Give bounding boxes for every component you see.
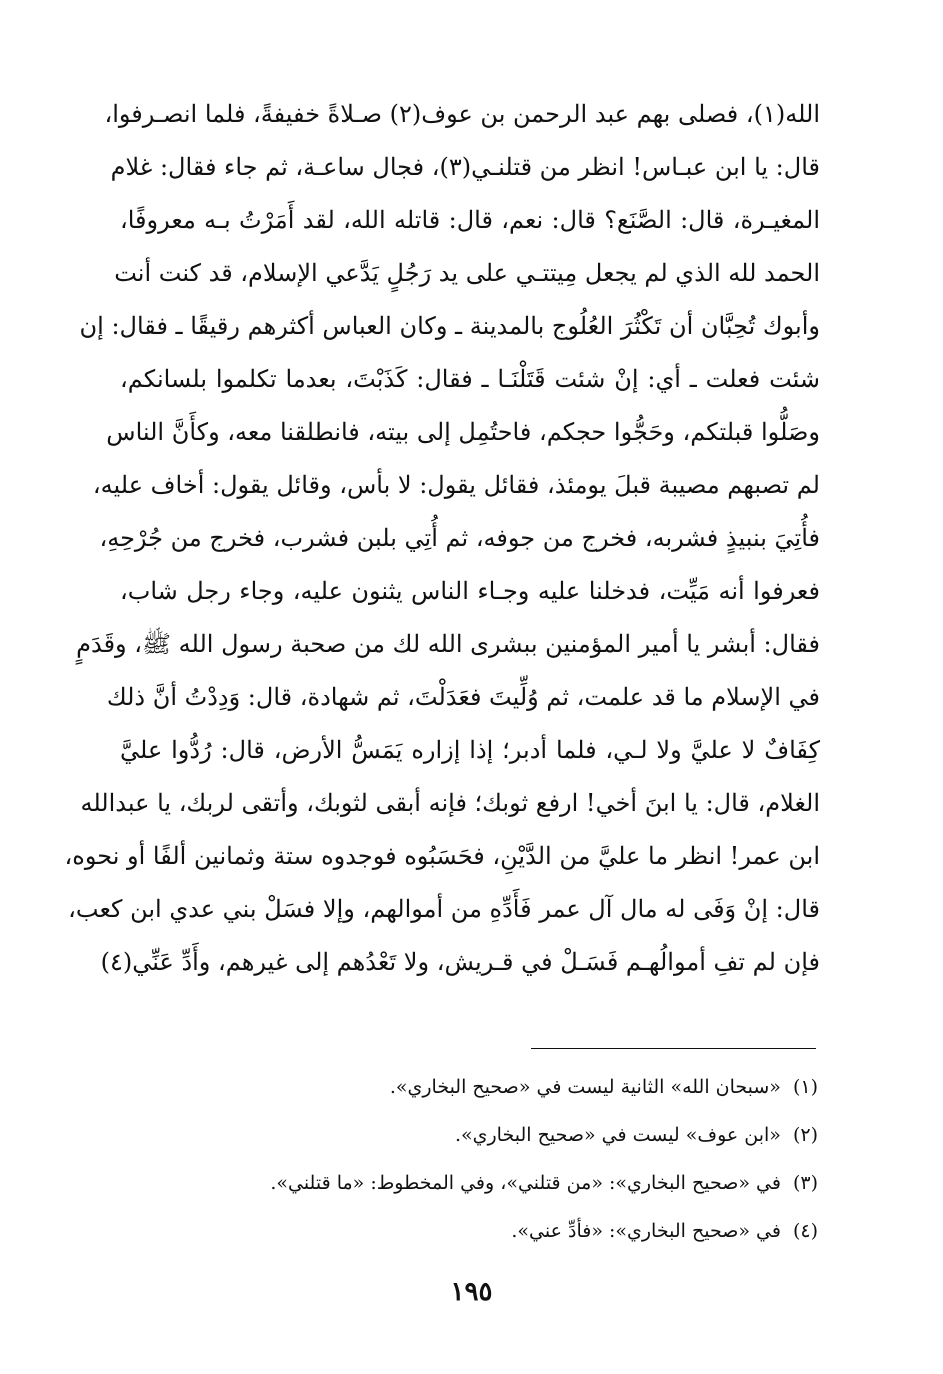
text-line: الغلام، قال: يا ابنَ أخي! ارفع ثوبك؛ فإنه أبقى لثوبك، وأتقى لربك، يا عبدالله — [80, 789, 820, 817]
text-line: الحمد لله الذي لم يجعل مِيتتـي على يد رَجُلٍ يَدَّعي الإسلام، قد كنت أنت — [114, 259, 820, 287]
text-line: ابن عمر! انظر ما عليَّ من الدَّيْنِ، فحَسَبُوه فوجدوه ستة وثمانين ألفًا أو نحوه، — [64, 842, 820, 870]
text-line: فقال: أبشر يا أمير المؤمنين ببشرى الله لك من صحبة رسول الله ﷺ، وقَدَمٍ — [76, 630, 820, 658]
text-line: فأُتِيَ بنبيذٍ فشربه، فخرج من جوفه، ثم أُتِي بلبن فشرب، فخرج من جُرْحِهِ، — [99, 524, 820, 552]
footnote-text: «ابن عوف» ليست في «صحيح البخاري». — [454, 1124, 781, 1146]
footnote-text: في «صحيح البخاري»: «فأدِّ عني». — [511, 1220, 781, 1242]
text-line: قال: يا ابن عبـاس! انظر من قتلنـي(٣)، فجال ساعـة، ثم جاء فقال: غلام — [110, 153, 820, 181]
text-line: فعرفوا أنه مَيِّت، فدخلنا عليه وجـاء الناس يثنون عليه، وجاء رجل شاب، — [120, 577, 820, 605]
page-number: ١٩٥ — [450, 1277, 493, 1307]
footnote-number: (٣) — [792, 1172, 818, 1194]
body-text — [64, 88, 820, 989]
footnote-number: (٢) — [792, 1124, 818, 1146]
footnote-text: «سبحان الله» الثانية ليست في «صحيح البخاري». — [389, 1076, 781, 1098]
footnote-text: في «صحيح البخاري»: «من قتلني»، وفي المخطوط: «ما قتلني». — [270, 1172, 781, 1194]
footnote — [198, 1159, 818, 1207]
text-line: فإن لم تفِ أموالُهـم فَسَـلْ في قـريش، ولا تَعْدُهم إلى غيرهم، وأَدِّ عَنِّي(٤) — [100, 948, 820, 976]
footnote-number: (٤) — [792, 1220, 818, 1242]
text-line: وصَلُّوا قبلتكم، وحَجُّوا حجكم، فاحتُمِل إلى بيته، فانطلقنا معه، وكأَنَّ الناس — [106, 418, 820, 446]
text-line: في الإسلام ما قد علمت، ثم وُلِّيتَ فعَدَلْتَ، ثم شهادة، قال: وَدِدْتُ أنَّ ذلك — [106, 683, 820, 711]
text-line: المغيـرة، قال: الصَّنَع؟ قال: نعم، قال: قاتله الله، لقد أَمَرْتُ بـه معروفًا، — [120, 206, 820, 234]
text-line: كِفَافٌ لا عليَّ ولا لـي، فلما أدبر؛ إذا إزاره يَمَسُّ الأرض، قال: رُدُّوا عليَّ — [120, 736, 820, 764]
text-line: شئت فعلت ـ أي: إنْ شئت قَتَلْنَـا ـ فقال: كَذَبْتَ، بعدما تكلموا بلسانكم، — [120, 365, 820, 393]
footnote — [198, 1063, 818, 1111]
footnote — [198, 1111, 818, 1159]
text-line: الله(١)، فصلى بهم عبد الرحمن بن عوف(٢) صـلاةً خفيفةً، فلما انصـرفوا، — [104, 100, 820, 128]
text-line: لم تصبهم مصيبة قبلَ يومئذ، فقائل يقول: لا بأس، وقائل يقول: أخاف عليه، — [92, 471, 820, 499]
text-line: وأبوك تُحِبَّان أن تَكْثُرَ العُلُوج بالمدينة ـ وكان العباس أكثرهم رقيقًا ـ فقال: إن — [79, 312, 820, 340]
footnote-number: (١) — [792, 1076, 818, 1098]
footnotes — [198, 1063, 818, 1255]
footnote — [198, 1207, 818, 1255]
footnote-separator — [531, 1048, 816, 1049]
text-line: قال: إنْ وَفَى له مال آل عمر فَأَدِّهِ من أموالهم، وإلا فسَلْ بني عدي ابن كعب، — [68, 895, 820, 923]
